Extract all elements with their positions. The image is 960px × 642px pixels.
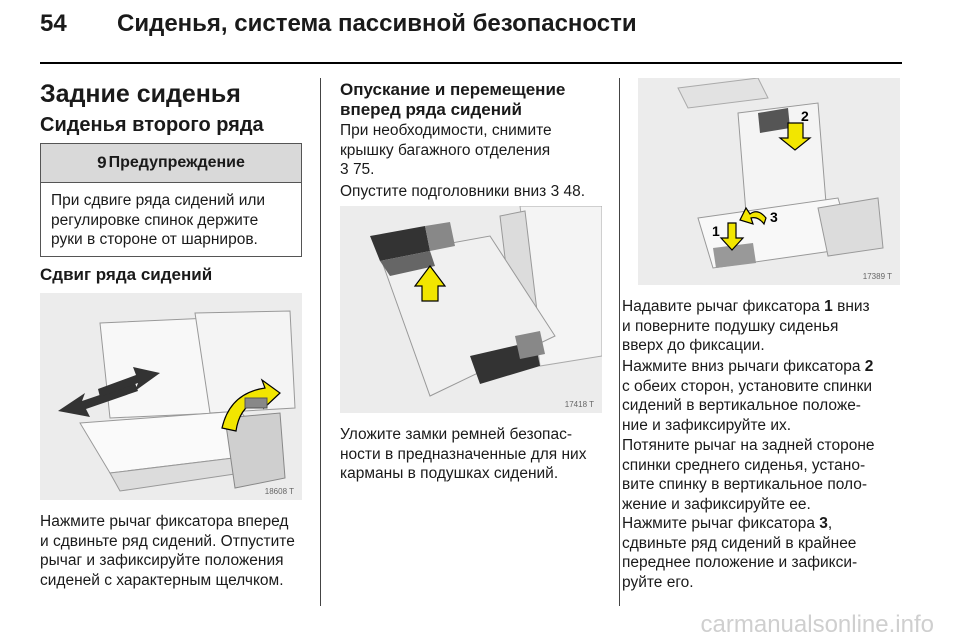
release-step-1 — [622, 297, 907, 356]
seat-release-drawing — [638, 78, 900, 285]
text-line: крышку багажного отделения — [340, 141, 551, 159]
text-line: Уложите замки ремней безопас- — [340, 426, 572, 443]
site-watermark: carmanualsonline.info — [700, 611, 934, 638]
text-line: сдвиньте ряд сидений в крайнее — [622, 534, 857, 552]
text-line — [622, 357, 907, 377]
section-heading: Задние сиденья — [40, 80, 241, 108]
subsection-heading: Сиденья второго ряда — [40, 114, 264, 136]
heading-line: Опускание и перемещение — [340, 80, 566, 99]
text-line: Потяните рычаг на задней стороне — [622, 437, 875, 454]
release-step-3 — [622, 436, 907, 514]
callout-ref-3: 3 — [819, 515, 828, 532]
text-line: и сдвиньте ряд сидений. Отпустите — [40, 532, 295, 550]
figure-code: 18608 T — [264, 487, 294, 496]
text-line: переднее положение и зафикси- — [622, 554, 858, 571]
text-line: сиденей с характерным щелчком. — [40, 571, 284, 589]
warning-title: Предупреждение — [108, 154, 245, 171]
text-line: При необходимости, снимите — [340, 122, 552, 139]
column-divider-1 — [320, 78, 321, 606]
callout-ref-2: 2 — [864, 358, 874, 375]
page-ref-number: 48. — [563, 183, 586, 200]
figure-code: 17389 T — [862, 272, 892, 281]
callout-label-2: 2 — [801, 108, 809, 124]
seat-fold-illustration — [340, 206, 602, 413]
text-line: ние и зафиксируйте их. — [622, 416, 792, 434]
figure-code: 17418 T — [564, 400, 594, 409]
seat-fold-drawing — [340, 206, 602, 413]
release-step-2 — [622, 357, 907, 435]
warning-line: руки в стороне от шарниров. — [51, 231, 258, 248]
callout-label-1: 1 — [712, 223, 720, 239]
warning-icon: 9 — [97, 153, 107, 172]
page-ref-arrow-icon: 3 — [550, 183, 560, 200]
text-line: рычаг и зафиксируйте положения — [40, 552, 284, 569]
text-line: Нажмите рычаг фиксатора вперед — [40, 513, 289, 530]
warning-box — [40, 143, 302, 257]
headrest-instruction — [340, 182, 610, 202]
text-line: карманы в подушках сидений. — [340, 465, 559, 482]
heading-line: вперед ряда сидений — [340, 100, 522, 119]
text-fragment: Нажмите рычаг фиксатора — [622, 515, 815, 532]
seat-slide-drawing — [40, 293, 302, 500]
text-fragment: вниз — [837, 298, 870, 315]
procedure-heading: Сдвиг ряда сидений — [40, 265, 213, 284]
text-line — [340, 160, 610, 180]
text-fragment: Надавите рычаг фиксатора — [622, 298, 820, 315]
text-line: руйте его. — [622, 573, 694, 591]
text-line: ности в предназначенные для них — [340, 445, 587, 463]
belt-instruction — [340, 425, 615, 484]
text-fragment: Опустите подголовники вниз — [340, 183, 547, 200]
text-line — [622, 297, 907, 317]
text-line: вите спинку в вертикальное поло- — [622, 476, 868, 493]
text-line: сидений в вертикальное положе- — [622, 397, 861, 414]
column-divider-2 — [619, 78, 620, 606]
text-line: жение и зафиксируйте ее. — [622, 495, 811, 513]
seat-slide-illustration — [40, 293, 302, 500]
warning-header — [41, 144, 301, 183]
page-header-title: Сиденья, система пассивной безопасности — [117, 10, 637, 37]
text-fragment: Нажмите вниз рычаги фиксатора — [622, 358, 861, 375]
release-step-4 — [622, 514, 907, 592]
page-ref-number: 75. — [352, 161, 375, 178]
page-ref-arrow-icon: 3 — [340, 161, 349, 178]
cover-instruction — [340, 121, 610, 180]
text-line: спинки среднего сиденья, устано- — [622, 456, 866, 474]
procedure-text — [40, 512, 315, 590]
warning-text — [41, 183, 301, 258]
fold-section-heading — [340, 80, 610, 120]
text-line: с обеих сторон, установите спинки — [622, 377, 873, 395]
warning-line: При сдвиге ряда сидений или — [51, 192, 266, 209]
callout-label-3: 3 — [770, 209, 778, 225]
text-line — [622, 514, 907, 534]
text-line: и поверните подушку сиденья — [622, 317, 839, 335]
warning-line: регулировке спинок держите — [51, 211, 259, 229]
header-divider — [40, 62, 902, 64]
seat-release-illustration — [638, 78, 900, 285]
text-line: вверх до фиксации. — [622, 337, 765, 354]
page-number: 54 — [40, 10, 67, 37]
text-fragment: , — [827, 515, 833, 532]
callout-ref-1: 1 — [824, 298, 833, 315]
